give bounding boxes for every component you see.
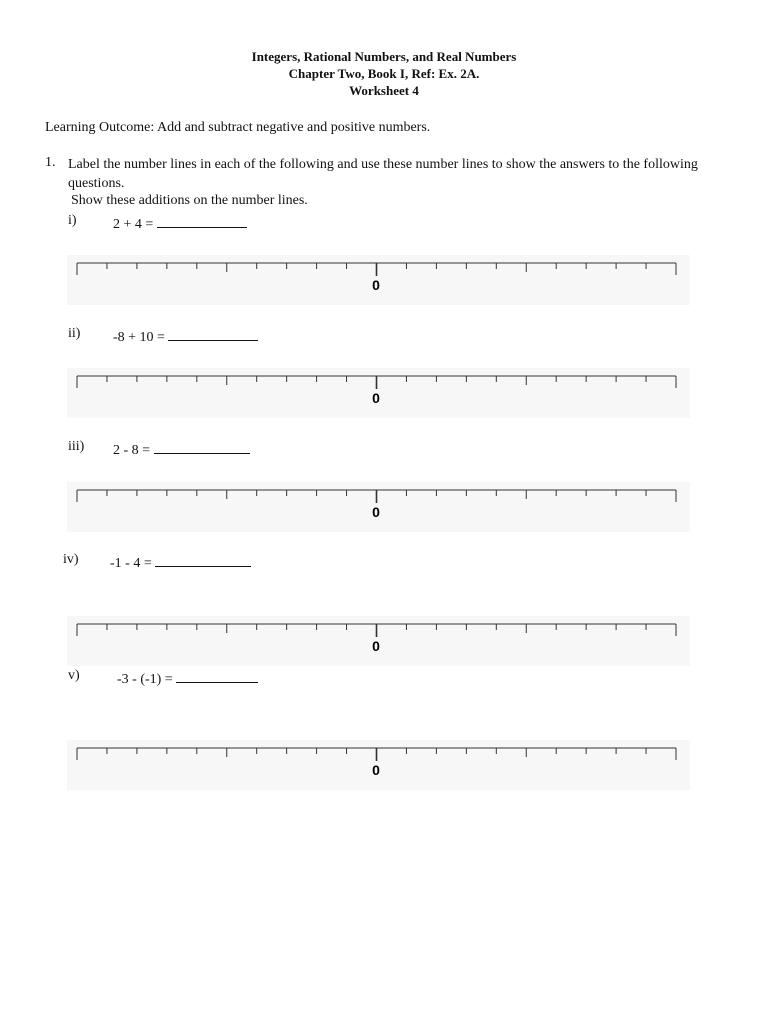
- part-label: iv): [63, 552, 79, 567]
- number-line-ticks: [77, 624, 676, 637]
- answer-blank[interactable]: [154, 439, 250, 454]
- question-text: Label the number lines in each of the following and use these number lines to show the answers to the following questions.: [68, 157, 698, 191]
- part-label: i): [68, 213, 77, 228]
- number-line-iv: [67, 616, 690, 666]
- worksheet-title: Integers, Rational Numbers, and Real Numbers: [251, 49, 517, 64]
- number-line-ticks: [77, 376, 676, 389]
- zero-label: 0: [372, 390, 380, 406]
- part-expression: 2 + 4 =: [113, 217, 154, 232]
- zero-label: 0: [372, 504, 380, 520]
- number-line-ticks: [77, 748, 676, 761]
- zero-label: 0: [372, 762, 380, 778]
- part-label: iii): [68, 439, 85, 454]
- answer-blank[interactable]: [176, 668, 258, 683]
- part-expression: 2 - 8 =: [113, 443, 151, 458]
- part-expression: -3 - (-1) =: [117, 672, 173, 687]
- answer-blank[interactable]: [157, 213, 247, 228]
- number-line-i: [67, 255, 690, 305]
- part-label: v): [68, 668, 80, 683]
- number-line-ticks: [77, 263, 676, 276]
- number-line-drawing: [67, 368, 690, 418]
- chapter-reference: Chapter Two, Book I, Ref: Ex. 2A.: [288, 66, 480, 81]
- number-line-ii: [67, 368, 690, 418]
- part-label: ii): [68, 326, 81, 341]
- question-number: 1.: [45, 155, 56, 170]
- zero-label: 0: [372, 277, 380, 293]
- number-line-drawing: [67, 482, 690, 532]
- learning-outcome: Learning Outcome: Add and subtract negative and positive numbers.: [45, 120, 431, 135]
- answer-blank[interactable]: [168, 326, 258, 341]
- zero-label: 0: [372, 638, 380, 654]
- number-line-drawing: [67, 616, 690, 666]
- number-line-iii: [67, 482, 690, 532]
- number-line-ticks: [77, 490, 676, 503]
- question-instruction: Show these additions on the number lines.: [71, 193, 308, 208]
- worksheet-header: [0, 48, 768, 99]
- number-line-drawing: [67, 255, 690, 305]
- number-line-drawing: [67, 740, 690, 790]
- answer-blank[interactable]: [155, 552, 251, 567]
- worksheet-number: Worksheet 4: [349, 83, 419, 98]
- number-line-v: [67, 740, 690, 790]
- part-expression: -8 + 10 =: [113, 330, 165, 345]
- part-expression: -1 - 4 =: [110, 556, 152, 571]
